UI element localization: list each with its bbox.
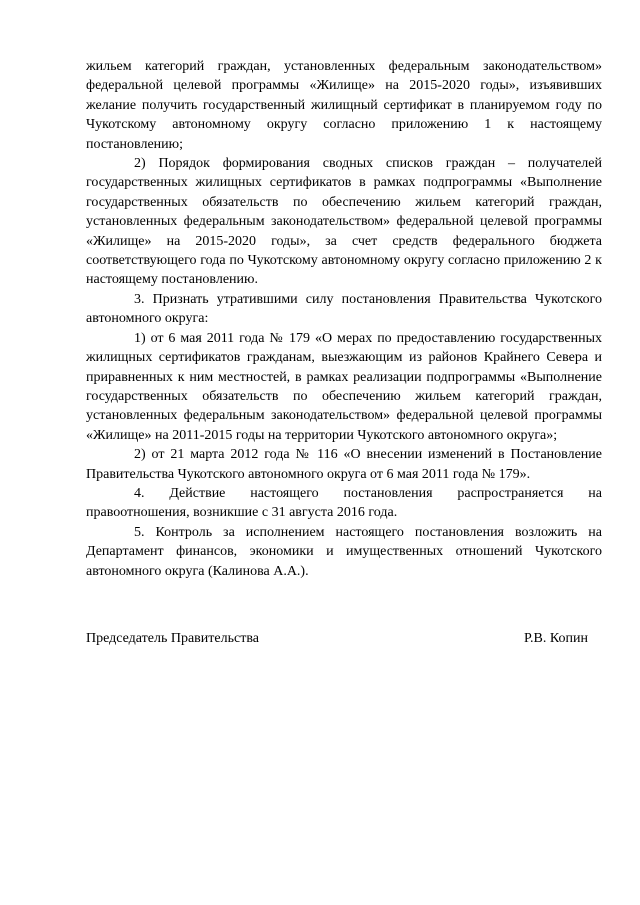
paragraph-item-3-2: 2) от 21 марта 2012 года № 116 «О внесении изменений в Постановление Правительства Чукотского автономного округа от 6 мая 2011 года № 179». bbox=[86, 447, 602, 482]
signature-block bbox=[86, 629, 588, 648]
paragraph-item-3-1: 1) от 6 мая 2011 года № 179 «О мерах по предоставлению государственных жилищных сертификатов гражданам, выезжающим из районов Крайнего Севера и приравненных к ним местностей, в рамках реализации подпрограммы «Выполнение государственных обязательств по обеспечению жильем категорий граждан, установленных федеральным законодательством» федеральной целевой программы «Жилище» на 2011-2015 годы на территории Чукотского автономного округа»; bbox=[86, 330, 602, 443]
paragraph-item-5-control: 5. Контроль за исполнением настоящего постановления возложить на Департамент финансов, экономики и имущественных отношений Чукотского автономного округа (Калинова А.А.). bbox=[86, 524, 602, 579]
paragraph-continuation: жильем категорий граждан, установленных федеральным законодательством» федеральной целевой программы «Жилище» на 2015-2020 годы», изъявивших желание получить государственный жилищный сертификат в планируемом году по Чукотскому автономному округу согласно приложению 1 к настоящему постановлению; bbox=[86, 59, 602, 152]
document-body bbox=[86, 57, 602, 581]
paragraph-item-2-procedure: 2) Порядок формирования сводных списков граждан – получателей государственных жилищных сертификатов в рамках подпрограммы «Выполнение государственных обязательств по обеспечению жильем категорий граждан, установленных федеральным законодательством» федеральной целевой программы «Жилище» на 2015-2020 годы», за счет средств федерального бюджета соответствующего года по Чукотскому автономному округу согласно приложению 2 к настоящему постановлению. bbox=[86, 156, 602, 288]
paragraph-item-3-repeal: 3. Признать утратившими силу постановления Правительства Чукотского автономного округа: bbox=[86, 291, 602, 327]
signatory-name: Р.В. Копин bbox=[524, 631, 588, 646]
paragraph-item-4-effect: 4. Действие настоящего постановления распространяется на правоотношения, возникшие с 31 августа 2016 года. bbox=[86, 485, 602, 521]
signatory-position: Председатель Правительства bbox=[86, 631, 259, 646]
